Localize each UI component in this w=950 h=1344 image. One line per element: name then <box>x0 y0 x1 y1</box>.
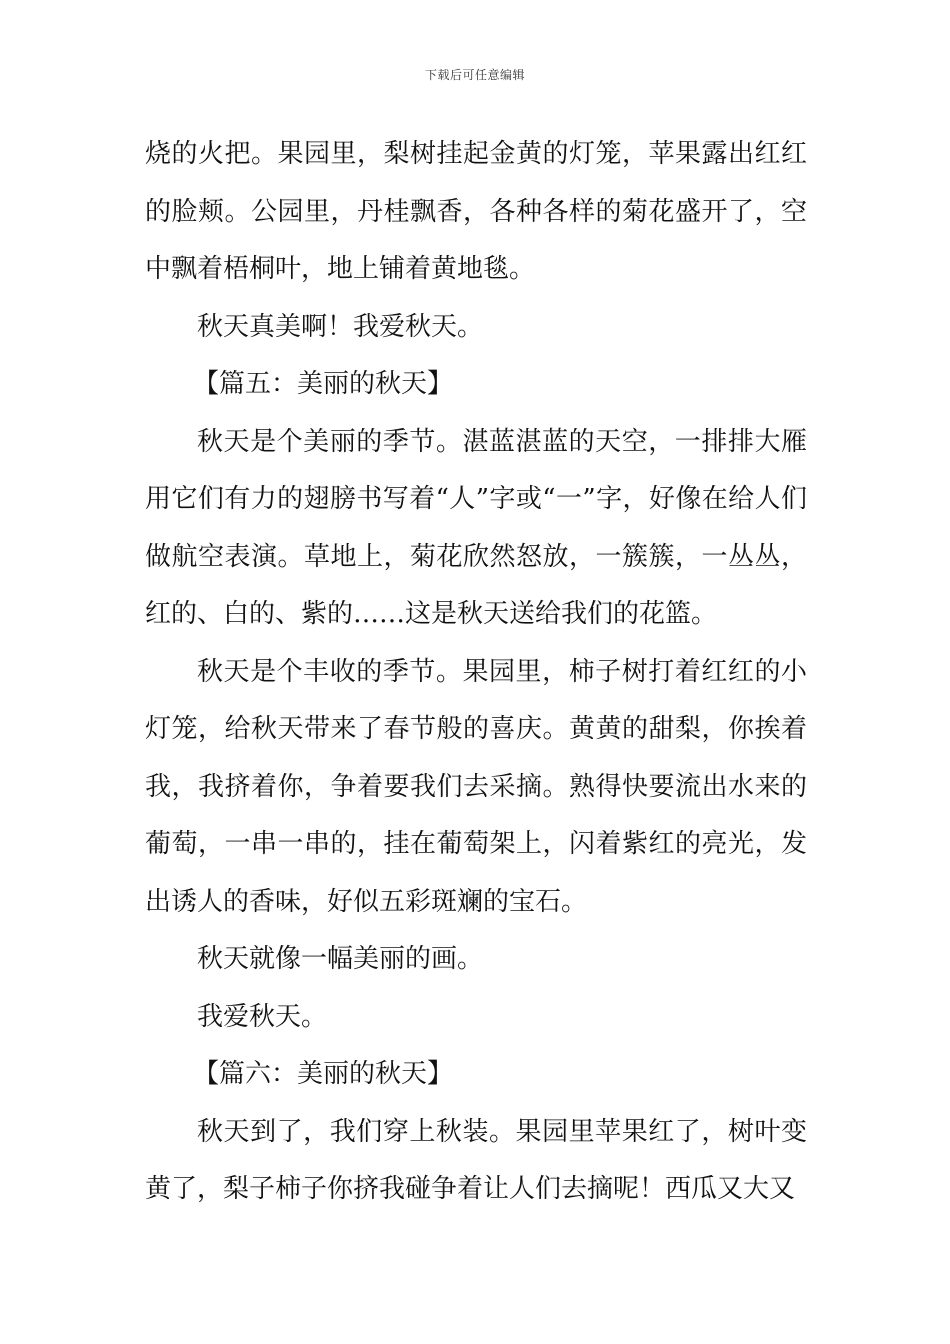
paragraph-continuation: 烧的火把。果园里，梨树挂起金黄的灯笼，苹果露出红红的脸颊。公园里，丹桂飘香，各种各样的菊花盛开了，空中飘着梧桐叶，地上铺着黄地毯。 <box>145 139 807 284</box>
document-body <box>145 126 807 1219</box>
paragraph: 我爱秋天。 <box>197 1001 328 1032</box>
paragraph: 秋天是个美丽的季节。湛蓝湛蓝的天空，一排排大雁用它们有力的翅膀书写着“人”字或“一”字，好像在给人们做航空表演。草地上，菊花欣然怒放，一簇簇，一丛丛，红的、白的、紫的……这是秋天送给我们的花篮。 <box>145 426 807 629</box>
paragraph: 秋天是个丰收的季节。果园里，柿子树打着红红的小灯笼，给秋天带来了春节般的喜庆。黄黄的甜梨，你挨着我，我挤着你，争着要我们去采摘。熟得快要流出水来的葡萄，一串一串的，挂在葡萄架上，闪着紫红的亮光，发出诱人的香味，好似五彩斑斓的宝石。 <box>145 656 807 917</box>
section-heading: 【篇五：美丽的秋天】 <box>193 369 454 399</box>
paragraph: 秋天到了，我们穿上秋装。果园里苹果红了，树叶变黄了，梨子柿子你挤我碰争着让人们去摘呢！西瓜又大又 <box>145 1116 807 1204</box>
paragraph: 秋天真美啊！我爱秋天。 <box>197 311 484 342</box>
page-header: 下载后可任意编辑 <box>424 68 525 82</box>
section-heading: 【篇六：美丽的秋天】 <box>193 1059 454 1089</box>
paragraph: 秋天就像一幅美丽的画。 <box>197 944 484 974</box>
